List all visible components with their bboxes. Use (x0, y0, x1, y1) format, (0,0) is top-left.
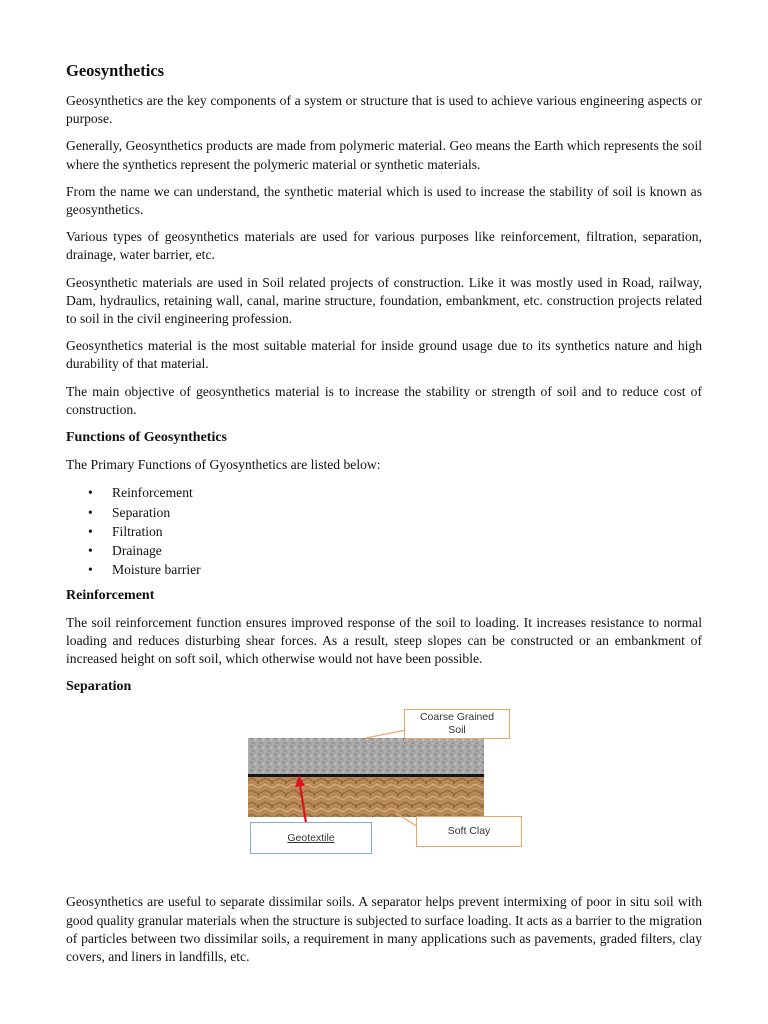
intro-paragraph-6: Geosynthetics material is the most suitable material for inside ground usage due to its synthetics nature and high durability of that material. (66, 338, 702, 372)
bullet-icon: • (88, 523, 93, 539)
list-item-label: Moisture barrier (112, 562, 201, 578)
functions-intro: The Primary Functions of Gyosynthetics are listed below: (66, 457, 381, 473)
intro-paragraph-7: The main objective of geosynthetics material is to increase the stability or strength of soil and to reduce cost of construction. (66, 383, 702, 417)
list-item-label: Reinforcement (112, 485, 193, 501)
intro-paragraph-3: From the name we can understand, the synthetic material which is used to increase the stability of soil is known as geosynthetics. (66, 183, 702, 218)
bullet-icon: • (88, 562, 93, 578)
list-item (66, 522, 702, 541)
soft-clay-layer (248, 777, 484, 817)
list-item (66, 503, 702, 522)
coarse-soil-label-line1: Coarse Grained (419, 711, 495, 724)
bullet-icon: • (88, 504, 93, 520)
list-item-label: Filtration (112, 523, 163, 539)
list-item (66, 483, 702, 502)
reinforcement-paragraph: The soil reinforcement function ensures improved response of the soil to loading. It increases resistance to normal loading and reduces disturbing shear forces. As a result, steep slopes can be constructed or an embankment of increased height on soft soil, which otherwise would not have been possible. (66, 614, 702, 667)
page-title: Geosynthetics (66, 61, 165, 80)
coarse-soil-layer (248, 738, 484, 774)
coarse-soil-label (404, 709, 510, 739)
intro-paragraph-1: Geosynthetics are the key components of a system or structure that is used to achieve various engineering aspects or purpose. (66, 93, 702, 127)
list-item-label: Drainage (112, 543, 162, 559)
list-item (66, 541, 702, 560)
intro-paragraph-4: Various types of geosynthetics materials are used for various purposes like reinforcement, filtration, separation, drainage, water barrier, etc. (66, 229, 702, 263)
separation-figure (66, 705, 702, 883)
reinforcement-heading: Reinforcement (66, 587, 155, 603)
soil-layers-diagram (66, 705, 702, 883)
soft-clay-label: Soft Clay (416, 816, 522, 847)
separation-paragraph: Geosynthetics are useful to separate dissimilar soils. A separator helps prevent intermixing of poor in situ soil with good quality granular materials when the structure is subjected to surface loading. It acts as a barrier to the migration of particles between two dissimilar soils, a requirement in many applications such as pavements, graded filters, clay covers, and liners in landfills, etc. (66, 894, 702, 964)
list-item (66, 560, 702, 579)
functions-heading: Functions of Geosynthetics (66, 430, 227, 446)
coarse-soil-label-line2: Soil (448, 724, 466, 737)
bullet-icon: • (88, 485, 93, 501)
list-item-label: Separation (112, 504, 171, 520)
geotextile-label: Geotextile (250, 822, 372, 854)
bullet-icon: • (88, 543, 93, 559)
document-body (66, 60, 702, 975)
intro-paragraph-5: Geosynthetic materials are used in Soil related projects of construction. Like it was mostly used in Road, railway, Dam, hydraulics, retaining wall, canal, marine structure, foundation, embankment, etc. construction projects related to soil in the civil engineering profession. (66, 274, 702, 327)
separation-heading: Separation (66, 679, 132, 695)
intro-paragraph-2: Generally, Geosynthetics products are made from polymeric material. Geo means the Earth which represents the soil where the synthetics represent the polymeric material or synthetic materials. (66, 138, 702, 172)
coarse-leader-line (366, 730, 406, 738)
functions-list (66, 483, 702, 579)
geotextile-layer (248, 774, 484, 777)
